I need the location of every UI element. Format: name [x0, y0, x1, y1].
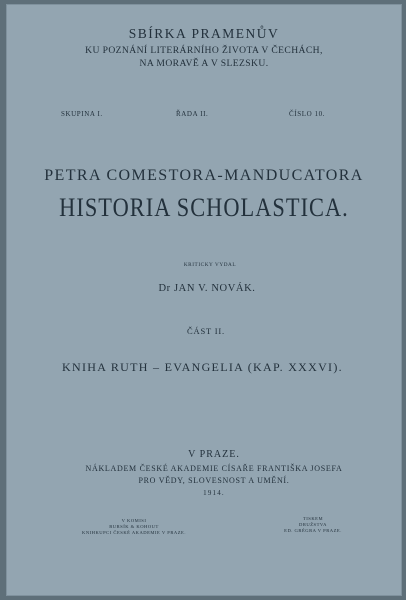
- book-part: ČÁST II.: [187, 326, 225, 336]
- critical-edition-label: KRITICKY VYDAL: [183, 262, 237, 268]
- imprint-publisher-line2: PRO VĚDY, SLOVESNOST A UMĚNÍ.: [138, 476, 290, 485]
- distributor-left-line: V KOMISI: [121, 518, 147, 523]
- imprint-publisher-line1: NÁKLADEM ČESKÉ AKADEMIE CÍSAŘE FRANTIŠKA JOSEFA: [85, 464, 343, 473]
- series-number: ČÍSLO 10.: [289, 110, 326, 118]
- book-author: PETRA COMESTORA-MANDUCATORA: [44, 167, 364, 184]
- series-row: ŘADA II.: [176, 110, 209, 118]
- distributor-right: [258, 516, 368, 534]
- imprint-place: V PRAZE.: [188, 449, 240, 460]
- series-group: SKUPINA I.: [61, 110, 103, 118]
- book-cover: [6, 4, 402, 596]
- series-subtitle-line1: KU POZNÁNÍ LITERÁRNÍHO ŽIVOTA V ČECHÁCH,: [85, 45, 323, 56]
- series-title: SBÍRKA PRAMENŮV: [128, 26, 280, 41]
- book-subtitle: KNIHA RUTH – EVANGELIA (KAP. XXXVI).: [62, 360, 343, 374]
- distributor-right-line: DRUŽSTVA: [299, 522, 327, 527]
- imprint-year: 1914.: [203, 489, 225, 497]
- distributor-left-line: BURSÍK & KOHOUT: [109, 524, 159, 529]
- book-title: HISTORIA SCHOLASTICA.: [59, 193, 349, 222]
- distributor-left: [64, 518, 204, 536]
- distributor-right-line: ED. GRÉGRA V PRAZE.: [284, 528, 342, 533]
- distributor-right-line: TISKEM: [302, 516, 324, 521]
- book-editor: Dr JAN V. NOVÁK.: [158, 283, 256, 294]
- series-subtitle-line2: NA MORAVĚ A V SLEZSKU.: [139, 58, 269, 69]
- distributor-left-line: KNIHKUPCI ČESKÉ AKADEMIE V PRAZE.: [82, 530, 186, 535]
